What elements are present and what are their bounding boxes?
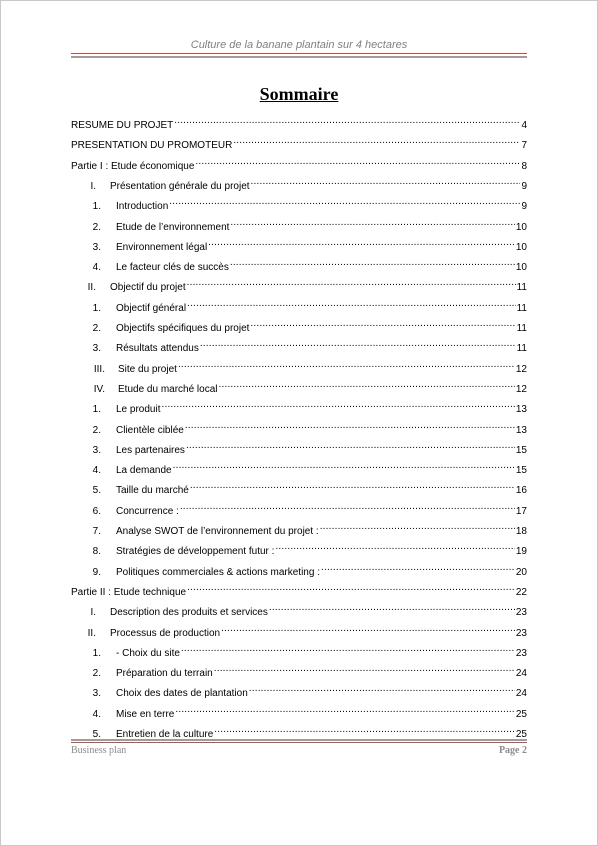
toc-entry-page: 9 — [521, 201, 527, 213]
toc-entry-page: 10 — [515, 262, 527, 274]
footer-rule-thick — [71, 739, 527, 741]
toc-entry-label: Le produit — [116, 404, 161, 416]
toc-dot-leader — [200, 337, 516, 351]
header-rule — [71, 53, 527, 54]
toc-dot-leader — [187, 276, 516, 290]
toc-dot-leader — [178, 358, 515, 372]
toc-entry-number: II. — [87, 627, 96, 639]
toc-entry-label: Processus de production — [110, 627, 221, 639]
toc-entry[interactable] — [71, 703, 527, 722]
toc-entry-number: 9. — [92, 566, 101, 578]
toc-entry-label: Objectif du projet — [110, 282, 186, 294]
toc-entry-page: 13 — [515, 404, 527, 416]
toc-entry-page: 13 — [515, 424, 527, 436]
toc-entry-page: 16 — [515, 485, 527, 497]
toc-dot-leader — [320, 520, 515, 534]
toc-dot-leader — [180, 500, 515, 514]
toc-entry-label: Présentation générale du projet — [110, 180, 250, 192]
toc-dot-leader — [233, 134, 520, 148]
toc-entry-label: Le facteur clés de succès — [116, 262, 229, 274]
toc-dot-leader — [230, 256, 515, 270]
toc-entry-number: 6. — [92, 505, 101, 517]
toc-dot-leader — [321, 561, 515, 575]
toc-dot-leader — [275, 540, 514, 554]
toc-entry[interactable] — [71, 479, 527, 498]
toc-entry-number: 3. — [92, 343, 101, 355]
toc-entry[interactable] — [71, 317, 527, 336]
toc-dot-leader — [214, 662, 515, 676]
header-rule-thick — [71, 56, 527, 58]
toc-entry-number: IV. — [93, 383, 105, 395]
toc-dot-leader — [269, 601, 515, 615]
toc-entry-number: 3. — [92, 444, 101, 456]
toc-dot-leader — [214, 723, 515, 737]
toc-entry-label: Environnement légal — [116, 241, 208, 253]
toc-entry-number: 3. — [92, 688, 101, 700]
toc-entry-page: 19 — [515, 546, 527, 558]
toc-entry[interactable] — [71, 459, 527, 478]
toc-entry[interactable] — [71, 682, 527, 701]
toc-entry-number: 7. — [92, 526, 101, 537]
toc-entry-number: 4. — [92, 262, 101, 274]
toc-entry-number: 4. — [92, 465, 101, 477]
toc-dot-leader — [175, 703, 515, 717]
toc-entry-label: Objectif général — [116, 302, 187, 314]
toc-dot-leader — [195, 155, 520, 169]
toc-dot-leader — [173, 459, 515, 473]
toc-entry[interactable] — [71, 642, 527, 661]
toc-dot-leader — [230, 216, 514, 230]
toc-entry-label: Taille du marché — [116, 485, 189, 497]
toc-entry-page: 11 — [516, 323, 527, 334]
toc-entry[interactable] — [71, 601, 527, 620]
toc-entry-page: 7 — [521, 140, 527, 152]
toc-entry[interactable] — [71, 419, 527, 438]
running-header: Culture de la banane plantain sur 4 hectares — [190, 39, 408, 51]
toc-dot-leader — [221, 622, 515, 636]
toc-entry-page: 15 — [515, 444, 527, 456]
toc-entry-number: 3. — [92, 241, 101, 253]
toc-entry-page: 11 — [516, 302, 527, 314]
toc-entry[interactable] — [71, 256, 527, 275]
toc-entry-label: Etude du marché local — [118, 383, 218, 395]
toc-entry-page: 10 — [515, 241, 527, 253]
toc-entry[interactable] — [71, 398, 527, 417]
toc-entry[interactable] — [71, 561, 527, 580]
toc-entry-label: Entretien de la culture — [116, 729, 214, 740]
toc-entry-page: 12 — [515, 363, 527, 375]
toc-entry-number: II. — [87, 282, 96, 294]
toc-dot-leader — [169, 195, 520, 209]
toc-entry-label: - Choix du site — [116, 647, 180, 659]
toc-entry-page: 12 — [515, 383, 527, 395]
toc-entry-number: III. — [93, 363, 105, 375]
toc-entry-label: Résultats attendus — [116, 343, 199, 355]
toc-entry[interactable] — [71, 581, 527, 600]
toc-entry-number: 4. — [92, 708, 101, 720]
toc-entry-number: 2. — [92, 323, 101, 334]
toc-entry-number: 2. — [92, 668, 101, 680]
toc-entry-label: La demande — [116, 465, 172, 477]
toc-entry-number: 1. — [92, 201, 101, 213]
toc-entry[interactable] — [71, 195, 527, 214]
toc-entry-label: Analyse SWOT de l’environnement du projet : — [116, 526, 319, 537]
toc-entry-page: 11 — [516, 282, 527, 294]
toc-entry-label: Partie I : Etude économique — [71, 160, 195, 172]
toc-entry[interactable] — [71, 114, 527, 133]
toc-entry-page: 17 — [515, 505, 527, 517]
toc-entry-page: 23 — [515, 607, 527, 619]
toc-entry-page: 23 — [515, 627, 527, 639]
toc-entry-number: 8. — [92, 546, 101, 558]
toc-entry-number: 5. — [92, 485, 101, 497]
toc-entry-label: Objectifs spécifiques du projet — [116, 323, 250, 334]
toc-entry-number: 1. — [92, 404, 101, 416]
toc-dot-leader — [251, 175, 521, 189]
toc-entry-label: Mise en terre — [116, 708, 175, 720]
toc-entry[interactable] — [71, 236, 527, 255]
toc-entry-page: 22 — [515, 586, 527, 598]
toc-entry[interactable] — [71, 439, 527, 458]
toc-entry[interactable] — [71, 622, 527, 641]
toc-entry-label: Description des produits et services — [110, 607, 268, 619]
toc-entry-label: Clientèle ciblée — [116, 424, 184, 436]
toc-entry-page: 25 — [515, 708, 527, 720]
toc-entry-label: Introduction — [116, 201, 169, 213]
toc-entry-label: Etude de l’environnement — [116, 221, 230, 233]
toc-entry-page: 8 — [521, 160, 527, 172]
toc-entry-number: 1. — [92, 647, 101, 659]
toc-entry-page: 9 — [521, 180, 527, 192]
toc-dot-leader — [208, 236, 515, 250]
toc-entry-label: Les partenaires — [116, 444, 185, 456]
toc-entry-number: 2. — [92, 424, 101, 436]
footer-rule — [71, 742, 527, 743]
toc-entry-page: 23 — [515, 647, 527, 659]
toc-entry-label: Politiques commerciales & actions marketing : — [116, 566, 320, 578]
toc-entry[interactable] — [71, 216, 527, 235]
toc-dot-leader — [187, 581, 515, 595]
toc-entry[interactable] — [71, 358, 527, 377]
toc-dot-leader — [190, 479, 515, 493]
toc-entry[interactable] — [71, 175, 527, 194]
toc-dot-leader — [249, 682, 515, 696]
toc-entry[interactable] — [71, 337, 527, 356]
toc-entry[interactable] — [71, 134, 527, 153]
toc-entry-label: Stratégies de développement futur : — [116, 546, 275, 558]
toc-entry-page: 15 — [515, 465, 527, 477]
page-number: Page 2 — [498, 745, 527, 756]
page-title: Sommaire — [259, 84, 339, 104]
toc-dot-leader — [250, 317, 515, 331]
toc-entry-page: 24 — [515, 668, 527, 680]
toc-entry-label: Préparation du terrain — [116, 668, 213, 680]
toc-entry-page: 18 — [515, 526, 527, 537]
toc-entry-label: PRESENTATION DU PROMOTEUR — [71, 140, 233, 152]
toc-entry-page: 25 — [515, 729, 527, 740]
toc-dot-leader — [181, 642, 515, 656]
toc-entry[interactable] — [71, 500, 527, 519]
toc-entry-number: 5. — [92, 729, 101, 740]
toc-entry[interactable] — [71, 378, 527, 397]
toc-entry-page: 20 — [515, 566, 527, 578]
toc-entry-page: 24 — [515, 688, 527, 700]
toc-entry-label: Partie II : Etude technique — [71, 586, 187, 598]
toc-entry-page: 10 — [515, 221, 527, 233]
toc-entry-page: 11 — [516, 343, 527, 355]
toc-entry-label: RESUME DU PROJET — [71, 120, 174, 131]
toc-entry[interactable] — [71, 662, 527, 681]
toc-entry-number: I. — [90, 607, 96, 619]
toc-entry-number: 1. — [92, 302, 101, 314]
toc-dot-leader — [187, 297, 516, 311]
toc-entry-page: 4 — [521, 120, 527, 131]
toc-entry[interactable] — [71, 276, 527, 295]
footer-left-text: Business plan — [71, 745, 127, 756]
toc-dot-leader — [185, 419, 515, 433]
toc-entry[interactable] — [71, 520, 527, 539]
toc-dot-leader — [186, 439, 515, 453]
toc-entry[interactable] — [71, 540, 527, 559]
toc-dot-leader — [174, 114, 520, 128]
toc-dot-leader — [161, 398, 514, 412]
toc-entry-label: Concurrence : — [116, 505, 179, 517]
toc-entry-label: Choix des dates de plantation — [116, 688, 248, 700]
toc-dot-leader — [219, 378, 515, 392]
toc-entry[interactable] — [71, 155, 527, 174]
toc-entry[interactable] — [71, 297, 527, 316]
toc-entry-label: Site du projet — [118, 363, 177, 375]
toc-entry-number: I. — [90, 180, 96, 192]
toc-entry-number: 2. — [92, 221, 101, 233]
